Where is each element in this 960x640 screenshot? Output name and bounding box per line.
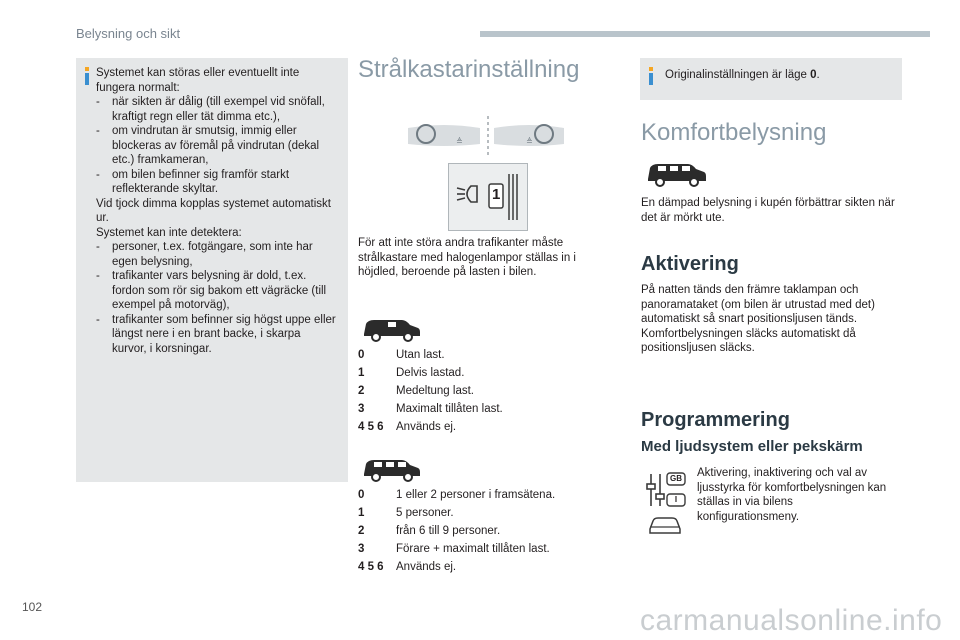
headlamp-intro: För att inte störa andra trafikanter måste strålkastare med halogenlampor ställas in i höjdled, beroende på lasten i bilen. — [358, 237, 576, 278]
programming-text: Aktivering, inaktivering och val av ljusstyrka för komfortbelysningen kan ställas in via bilens konfigurationsmeny. — [697, 467, 887, 523]
activation-text: På natten tänds den främre taklampan och panoramataket (om bilen är utrustad med det) automatiskt så snart positionsljusen tänds. Komfortbelysningen släcks automatiskt då positionsljusen släcks. — [641, 284, 875, 354]
list-item: - om vindrutan är smutsig, immig eller blockeras av föremål på vindrutan (dekal etc.) framkameran, — [96, 125, 320, 166]
table-row: 2 Medeltung last. — [358, 385, 474, 397]
list-item: - personer, t.ex. fotgängare, som inte har egen belysning, — [96, 241, 313, 268]
info-icon — [649, 67, 653, 85]
car-outline-icon — [647, 514, 683, 536]
table-row: 1 Delvis lastad. — [358, 367, 465, 379]
comfort-heading: Komfortbelysning — [641, 119, 827, 146]
watermark: carmanualsonline.info — [640, 604, 943, 637]
default-setting-value: 0 — [810, 69, 817, 81]
note-paragraph: Vid tjock dimma kopplas systemet automatiskt ur. — [96, 197, 331, 224]
page-number: 102 — [22, 600, 43, 614]
section-title: Belysning och sikt — [76, 26, 181, 41]
note-paragraph: Systemet kan inte detektera: — [96, 226, 242, 239]
table-row: 4 5 6 Används ej. — [358, 421, 457, 433]
programming-heading: Programmering — [641, 409, 790, 431]
svg-text:≜: ≜ — [456, 137, 463, 146]
programming-subheading: Med ljudsystem eller pekskärm — [641, 438, 863, 455]
list-item: - trafikanter som befinner sig högst uppe eller längst nere i en brant backe, i skarpa kurvor, i korsningar. — [96, 313, 336, 355]
load-table-van — [358, 346, 618, 436]
right-info-note: Originalinställningen är läge 0. — [640, 58, 902, 100]
headlamp-dial-control — [448, 163, 528, 231]
table-row: 3 Förare + maximalt tillåten last. — [358, 543, 550, 555]
activation-heading: Aktivering — [641, 253, 739, 275]
info-icon — [85, 67, 89, 85]
table-row: 1 5 personer. — [358, 507, 454, 519]
table-row: 4 5 6 Används ej. — [358, 561, 457, 573]
list-item: - om bilen befinner sig framför starkt reflekterande skyltar. — [96, 168, 290, 195]
table-row: 3 Maximalt tillåten last. — [358, 403, 503, 415]
table-row: 2 från 6 till 9 personer. — [358, 525, 501, 537]
left-info-note — [76, 58, 348, 482]
comfort-description: En dämpad belysning i kupén förbättrar sikten när det är mörkt ute. — [641, 197, 895, 224]
passenger-van-icon — [362, 454, 422, 482]
table-row: 0 1 eller 2 personer i framsätena. — [358, 489, 556, 501]
i-badge-label: I — [674, 495, 678, 504]
settings-sliders-icon — [645, 470, 689, 510]
header-rule — [480, 31, 930, 37]
list-item: - när sikten är dålig (till exempel vid snöfall, kraftigt regn eller tät dimma etc.), — [96, 96, 325, 123]
note-paragraph: Systemet kan störas eller eventuellt inte fungera normalt: — [96, 67, 300, 94]
list-item: - trafikanter vars belysning är dold, t.ex. fordon som rör sig bakom ett vägräcke (till exempel på motorväg), — [96, 270, 327, 311]
dial-value-label: 1 — [492, 186, 501, 203]
van-icon — [362, 314, 422, 342]
gb-badge-label: GB — [670, 474, 682, 483]
headlamp-beam-illustration — [404, 112, 566, 158]
headlamp-heading: Strålkastarinställning — [358, 56, 580, 83]
load-table-passenger — [358, 486, 618, 576]
table-row: 0 Utan last. — [358, 349, 445, 361]
headlamp-icon — [457, 186, 477, 202]
svg-text:≜: ≜ — [526, 137, 533, 146]
van-icon — [646, 158, 708, 188]
